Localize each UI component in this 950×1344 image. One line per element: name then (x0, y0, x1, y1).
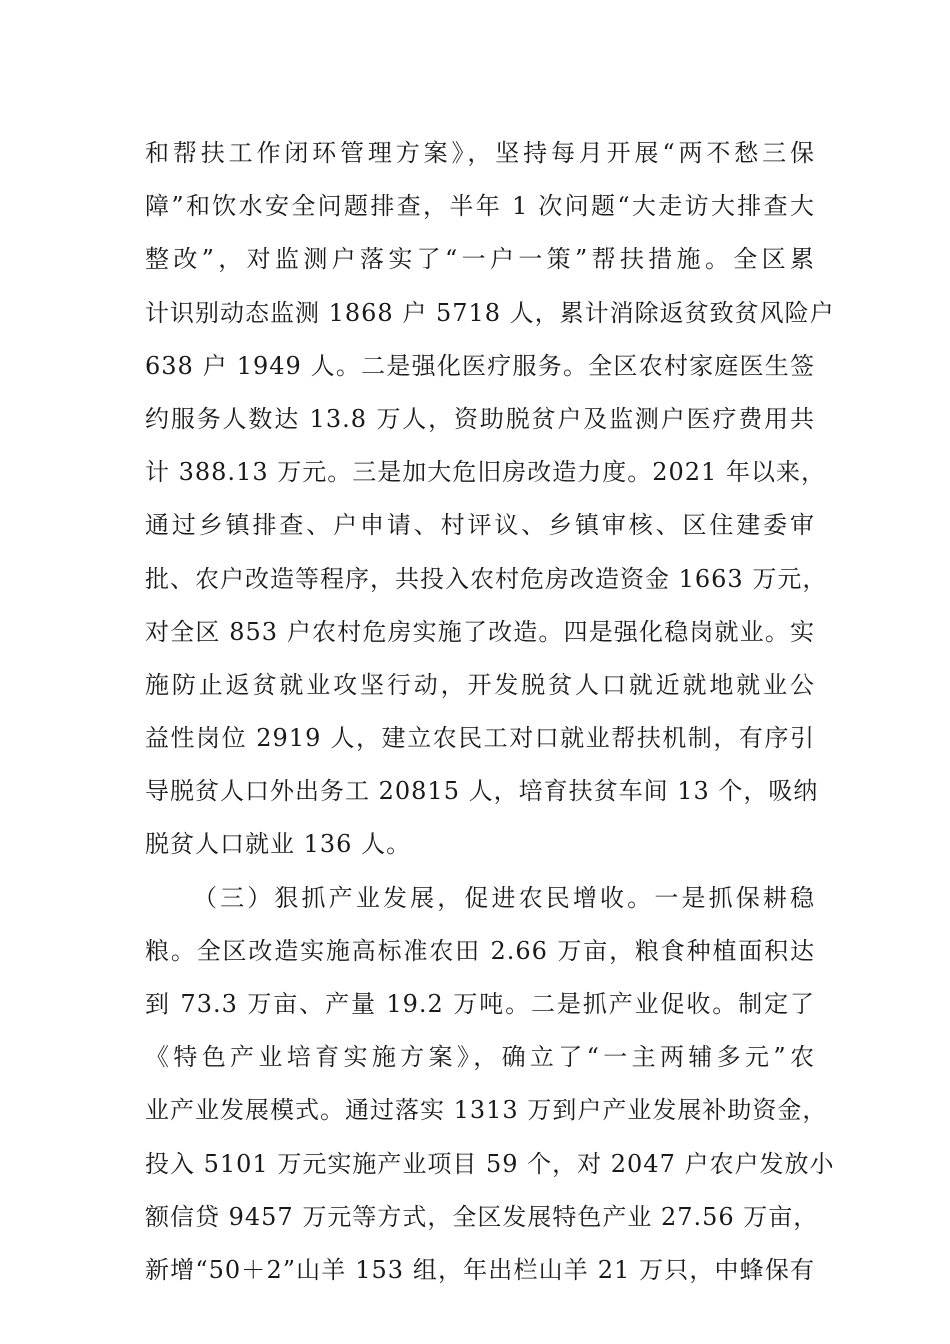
text-line: 投入 5101 万元实施产业项目 59 个，对 2047 户农户发放小 (145, 1149, 835, 1178)
text-line: 业产业发展模式。通过落实 1313 万到户产业发展补助资金， (145, 1096, 828, 1125)
text-line: 障”和饮水安全问题排查，半年 1 次问题“大走访大排查大 (145, 192, 815, 221)
text-line: 通过乡镇排查、户申请、村评议、乡镇审核、区住建委审 (145, 511, 815, 540)
text-line: 导脱贫人口外出务工 20815 人，培育扶贫车间 13 个，吸纳 (145, 777, 819, 806)
text-line: 对全区 853 户农村危房实施了改造。四是强化稳岗就业。实 (145, 617, 815, 646)
text-line: 638 户 1949 人。二是强化医疗服务。全区农村家庭医生签 (145, 351, 815, 380)
text-line: 批、农户改造等程序，共投入农村危房改造资金 1663 万元， (145, 564, 828, 593)
text-line: 《特色产业培育实施方案》，确立了“一主两辅多元”农 (145, 1043, 815, 1072)
text-line: 新增“50＋2”山羊 153 组，年出栏山羊 21 万只，中蜂保有 (145, 1255, 815, 1284)
text-line: 整改”，对监测户落实了“一户一策”帮扶措施。全区累 (145, 245, 815, 274)
text-line: 额信贷 9457 万元等方式，全区发展特色产业 27.56 万亩， (145, 1202, 819, 1231)
text-line: 约服务人数达 13.8 万人，资助脱贫户及监测户医疗费用共 (145, 404, 815, 433)
text-line: 到 73.3 万亩、产量 19.2 万吨。二是抓产业促收。制定了 (145, 990, 815, 1018)
text-line: 计识别动态监测 1868 户 5718 人，累计消除返贫致贫风险户 (145, 298, 835, 327)
text-line: 计 388.13 万元。三是加大危旧房改造力度。2021 年以来， (145, 458, 826, 487)
text-line: 益性岗位 2919 人，建立农民工对口就业帮扶机制，有序引 (145, 724, 815, 753)
body-text (145, 127, 835, 1297)
text-line: 和帮扶工作闭环管理方案》，坚持每月开展“两不愁三保 (145, 139, 815, 167)
text-line: 施防止返贫就业攻坚行动，开发脱贫人口就近就地就业公 (145, 670, 815, 699)
section-heading-line: （三）狠抓产业发展，促进农民增收。一是抓保耕稳 (193, 883, 815, 912)
text-line: 粮。全区改造实施高标准农田 2.66 万亩，粮食种植面积达 (145, 936, 815, 965)
text-line: 脱贫人口就业 136 人。 (145, 830, 412, 859)
